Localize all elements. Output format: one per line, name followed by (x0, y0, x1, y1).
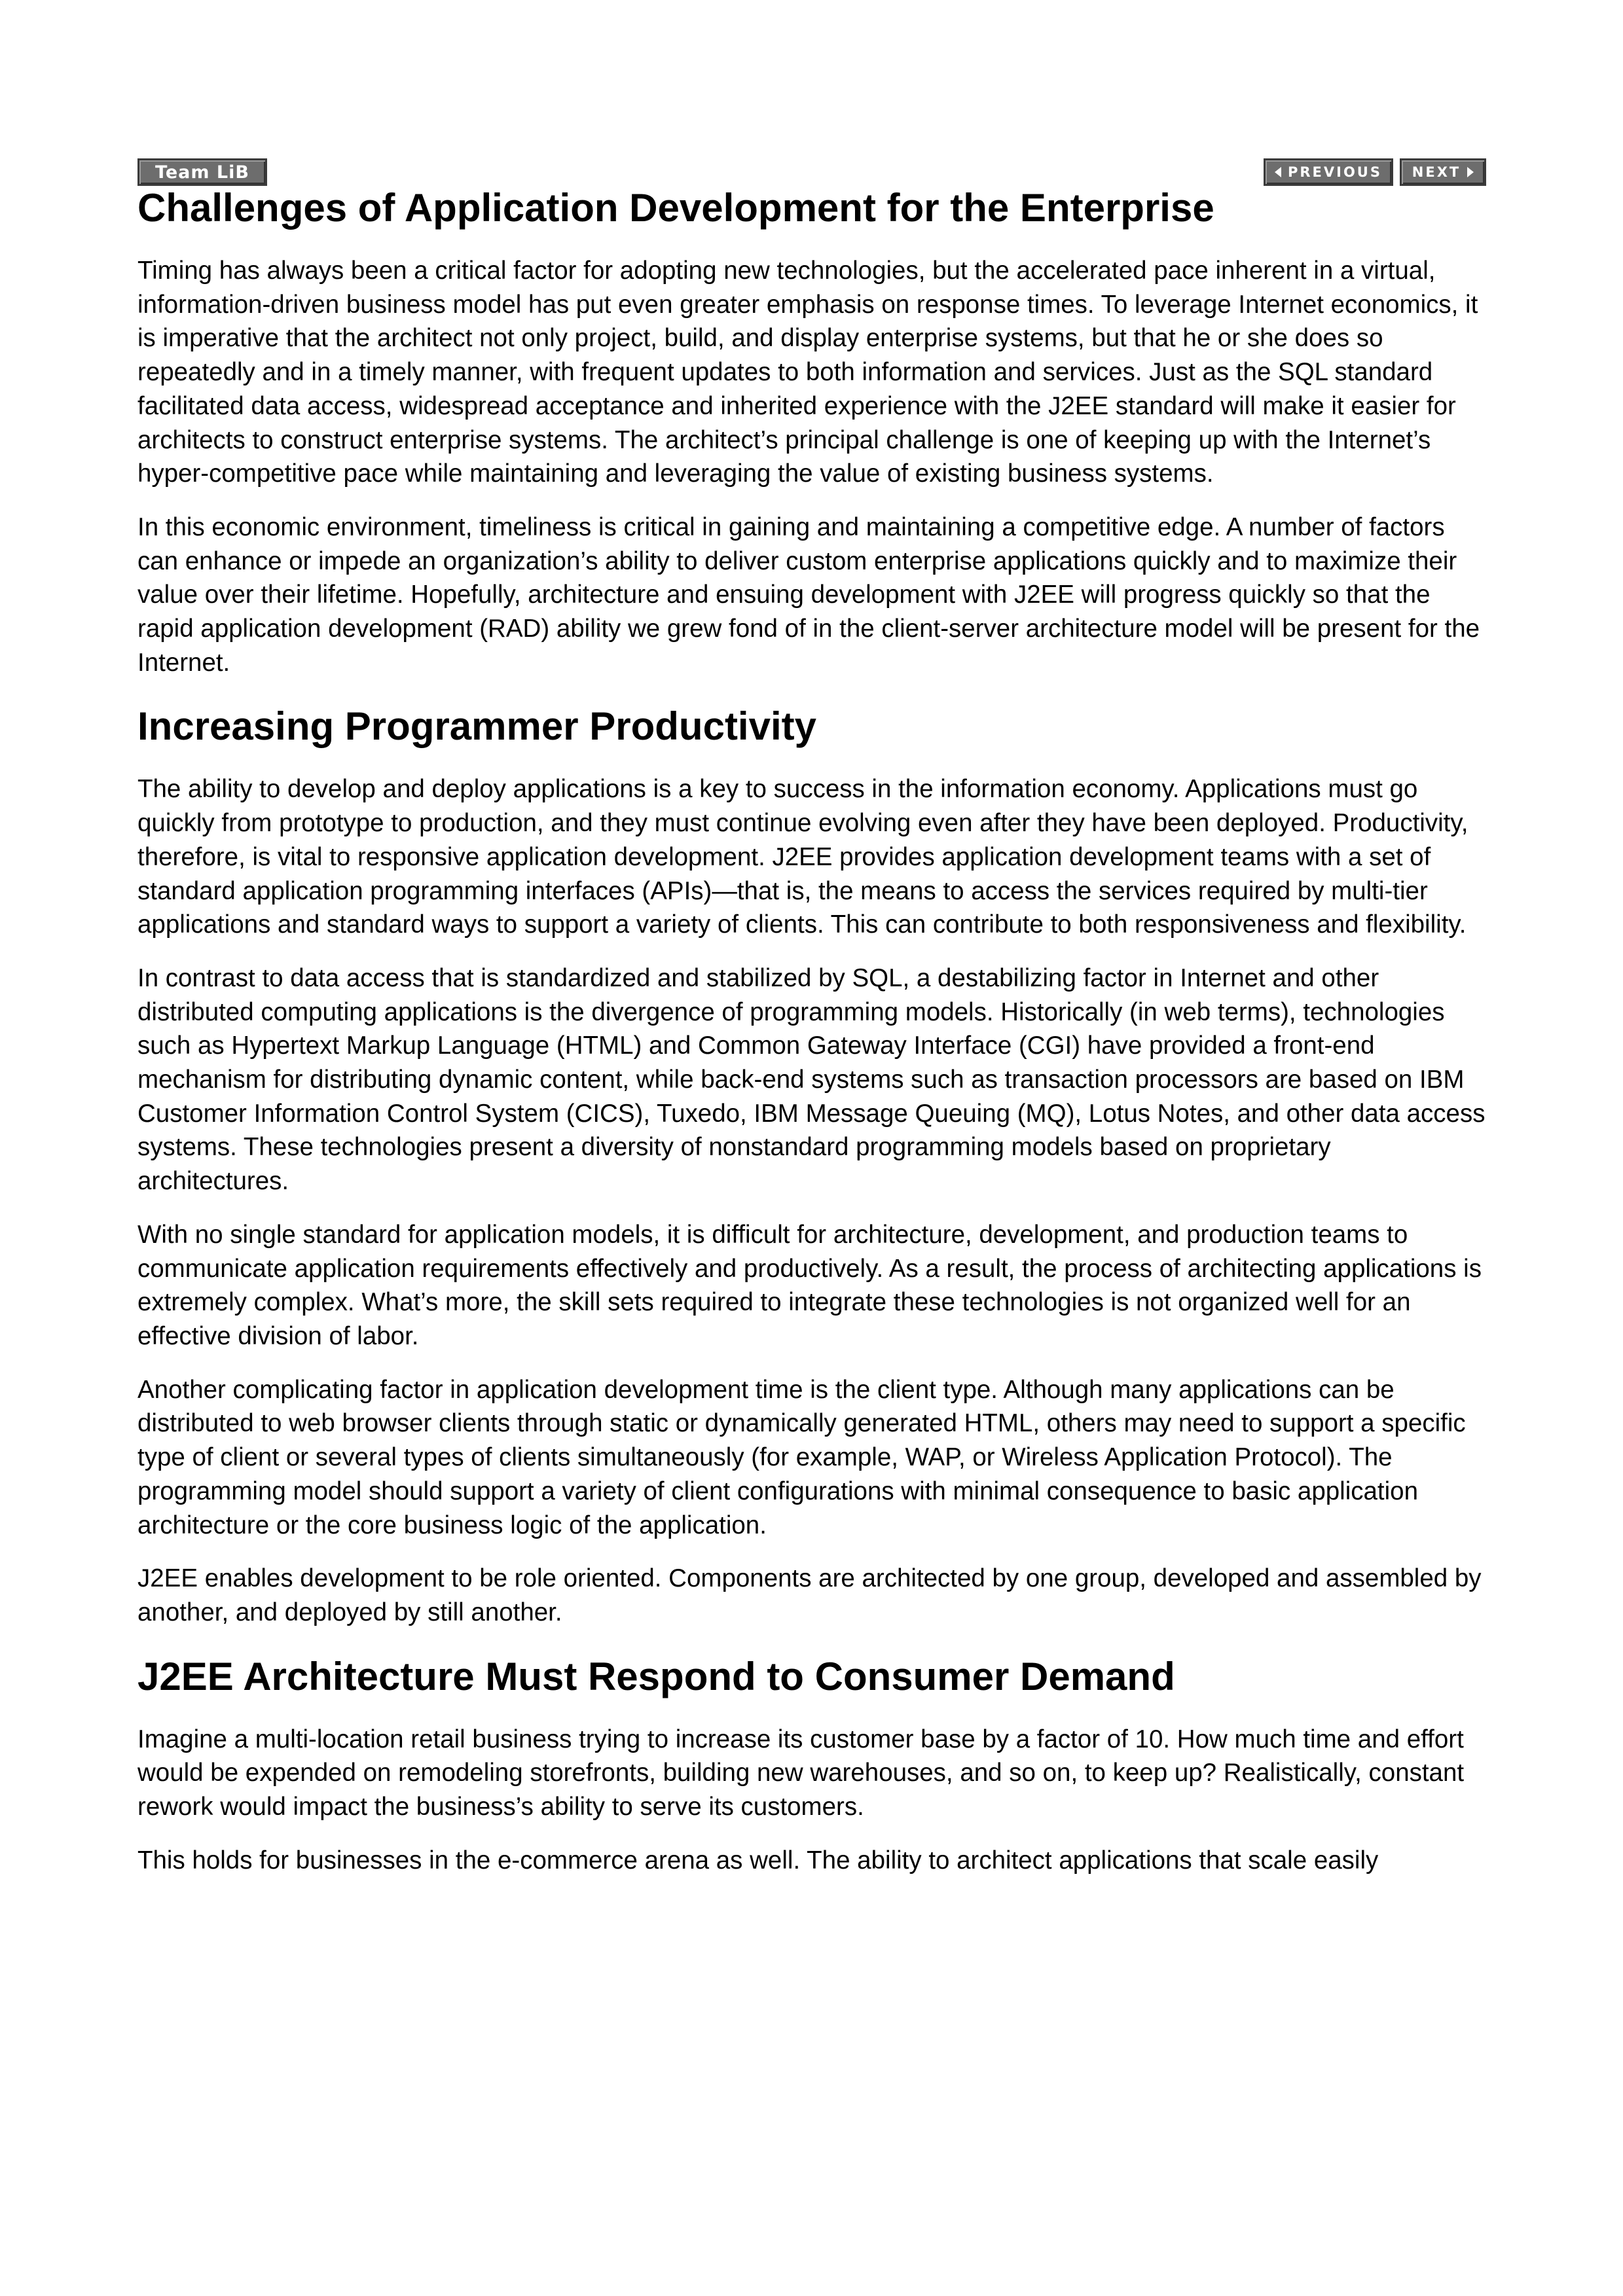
intro-paragraph: In this economic environment, timeliness is critical in gaining and maintaining a competitive edge. A number of factors can enhance or impede an organization’s ability to deliver custom enterprise applications quickly and to maximize their value over their lifetime. Hopefully, architecture and ensuing development with J2EE will progress quickly so that the rapid application development (RAD) ability we grew fond of in the client-server architecture model will be present for the Internet. (137, 512, 1480, 677)
next-label: NEXT (1412, 164, 1461, 180)
page-title: Challenges of Application Development for the Enterprise (137, 186, 1214, 230)
team-lib-button[interactable] (137, 158, 267, 186)
previous-label: PREVIOUS (1287, 164, 1382, 180)
body-paragraph: The ability to develop and deploy applications is a key to success in the information economy. Applications must go quickly from prototype to production, and they must continue evolving even after they have been deployed. Productivity, therefore, is vital to responsive application development. J2EE provides application development teams with a set of standard application programming interfaces (APIs)—that is, the means to access the services required by multi-tier applications and standard ways to support a variety of clients. This can contribute to both responsiveness and flexibility. (137, 775, 1468, 939)
body-paragraph: J2EE enables development to be role oriented. Components are architected by one group, developed and assembled by another, and deployed by still another. (137, 1564, 1482, 1626)
team-lib-label: Team LiB (155, 162, 249, 183)
body-paragraph: This holds for businesses in the e-commerce arena as well. The ability to architect applications that scale easily (137, 1846, 1379, 1874)
next-button[interactable] (1400, 158, 1486, 186)
body-paragraph: Imagine a multi-location retail business trying to increase its customer base by a factor of 10. How much time and effort would be expended on remodeling storefronts, building new warehouses, and so on, to keep up? Realistically, constant rework would impact the business’s ability to serve its customers. (137, 1725, 1465, 1821)
navigation-bar (137, 158, 1486, 188)
body-paragraph: Another complicating factor in application development time is the client type. Although many applications can be distributed to web browser clients through static or dynamically generated HTML, others may need to support a specific type of client or several types of clients simultaneously (for example, WAP, or Wireless Application Protocol). The programming model should support a variety of client configurations with minimal consequence to basic application architecture or the core business logic of the application. (137, 1375, 1466, 1539)
arrow-left-icon (1275, 167, 1281, 177)
arrow-right-icon (1467, 167, 1474, 177)
intro-paragraph: Timing has always been a critical factor for adopting new technologies, but the accelerated pace inherent in a virtual, information-driven business model has put even greater emphasis on response times. To leverage Internet economics, it is imperative that the architect not only project, build, and display enterprise systems, but that he or she does so repeatedly and in a timely manner, with frequent updates to both information and services. Just as the SQL standard facilitated data access, widespread acceptance and inherited experience with the J2EE standard will make it easier for architects to construct enterprise systems. The architect’s principal challenge is one of keeping up with the Internet’s hyper-competitive pace while maintaining and leveraging the value of existing business systems. (137, 257, 1478, 488)
previous-button[interactable] (1264, 158, 1393, 186)
body-paragraph: With no single standard for application models, it is difficult for architecture, development, and production teams to communicate application requirements effectively and productively. As a result, the process of architecting applications is extremely complex. What’s more, the skill sets required to integrate these technologies is not organized well for an effective division of labor. (137, 1220, 1482, 1350)
section-heading-consumer-demand: J2EE Architecture Must Respond to Consumer Demand (137, 1654, 1175, 1698)
section-heading-productivity: Increasing Programmer Productivity (137, 704, 816, 749)
document-page (137, 158, 1486, 1897)
body-paragraph: In contrast to data access that is standardized and stabilized by SQL, a destabilizing factor in Internet and other distributed computing applications is the divergence of programming models. Historically (in web terms), technologies such as Hypertext Markup Language (HTML) and Common Gateway Interface (CGI) have provided a front-end mechanism for distributing dynamic content, while back-end systems such as transaction processors are based on IBM Customer Information Control System (CICS), Tuxedo, IBM Message Queuing (MQ), Lotus Notes, and other data access systems. These technologies present a diversity of nonstandard programming models based on proprietary architectures. (137, 963, 1486, 1196)
